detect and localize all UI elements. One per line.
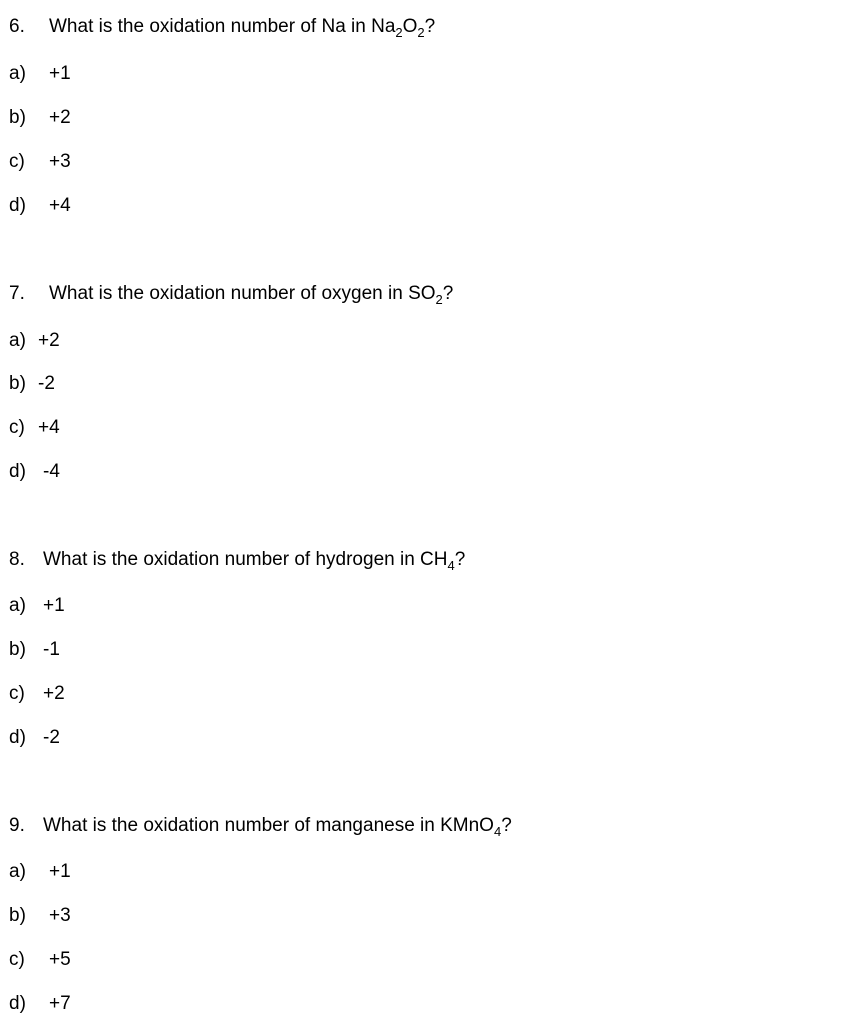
option-6d: d) +4 — [9, 195, 71, 216]
question-6 — [9, 15, 435, 39]
option-9d: d) +7 — [9, 993, 71, 1014]
option-9b: b) +3 — [9, 905, 71, 926]
question-text: What is the oxidation number of manganese in KMnO$_4$? — [43, 815, 512, 839]
option-6c: c) +3 — [9, 151, 71, 172]
option-9a: a) +1 — [9, 861, 71, 882]
question-number: 7. — [9, 283, 25, 304]
question-8 — [9, 548, 465, 572]
question-9 — [9, 814, 512, 838]
option-7d: d) -4 — [9, 461, 60, 482]
option-6a: a) +1 — [9, 63, 71, 84]
question-number: 9. — [9, 815, 25, 836]
option-6b: b) +2 — [9, 107, 71, 128]
question-number: 6. — [9, 16, 25, 37]
question-number: 8. — [9, 549, 25, 570]
option-9c: c) +5 — [9, 949, 71, 970]
option-7b: b) -2 — [9, 373, 55, 394]
option-7c: c) +4 — [9, 417, 60, 438]
option-8a: a) +1 — [9, 595, 65, 616]
question-text: What is the oxidation number of Na in $Na_2O_2$? — [49, 16, 436, 40]
question-text: What is the oxidation number of oxygen in $SO_2$? — [49, 283, 454, 307]
option-8b: b) -1 — [9, 639, 60, 660]
option-7a: a) +2 — [9, 330, 60, 351]
question-7 — [9, 282, 453, 306]
question-text: What is the oxidation number of hydrogen in $CH_4$? — [43, 549, 466, 573]
option-8c: c) +2 — [9, 683, 65, 704]
option-8d: d) -2 — [9, 727, 60, 748]
